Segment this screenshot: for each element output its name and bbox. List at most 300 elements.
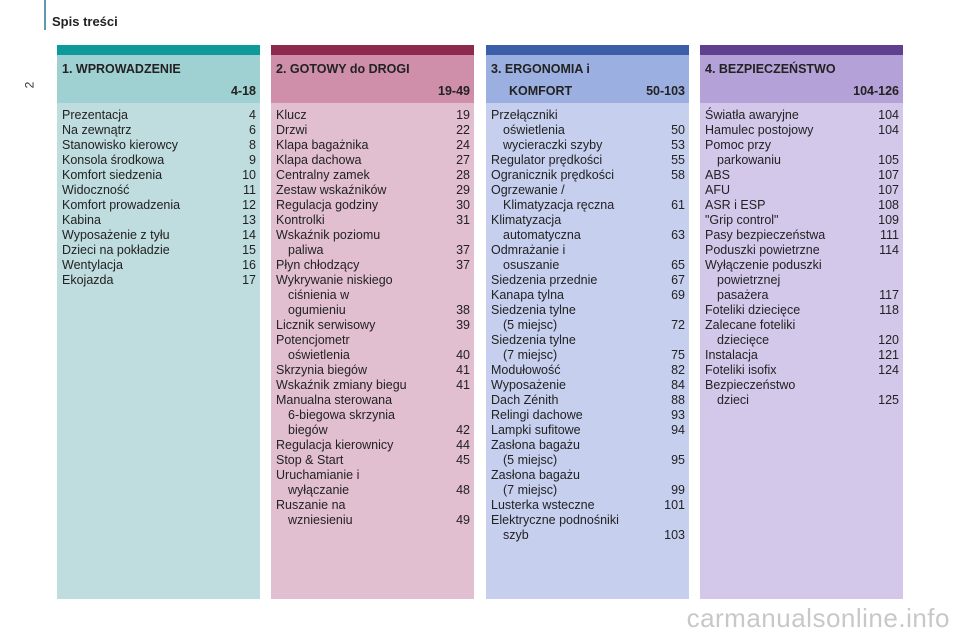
toc-entry-page: 6 — [249, 123, 256, 137]
toc-entry[interactable] — [491, 363, 685, 378]
toc-entry-line: Drzwi — [276, 123, 308, 137]
toc-entry-line: ciśnienia w — [288, 288, 350, 302]
toc-entry[interactable] — [276, 468, 470, 498]
toc-entry-line: Prezentacja — [62, 108, 129, 122]
toc-entry-label — [276, 333, 450, 363]
toc-entry-label — [491, 288, 665, 303]
toc-entry-page: 22 — [456, 123, 470, 137]
toc-entry-line: Wyposażenie z tyłu — [62, 228, 170, 242]
toc-entry-label — [705, 363, 872, 378]
toc-entry-label — [62, 123, 243, 138]
toc-entry[interactable] — [276, 123, 470, 138]
toc-entry[interactable] — [62, 213, 256, 228]
toc-entry-label — [705, 228, 874, 243]
toc-entry-line: Ogranicznik prędkości — [491, 168, 614, 182]
toc-entry-label — [276, 198, 450, 213]
toc-entry-line: Klimatyzacja — [491, 213, 562, 227]
toc-entry-line: Klapa dachowa — [276, 153, 362, 167]
section-entries — [486, 103, 689, 599]
toc-entry-line: ogumieniu — [288, 303, 346, 317]
toc-entry-label — [491, 378, 665, 393]
toc-entry-page: 8 — [249, 138, 256, 152]
toc-section-2 — [271, 45, 474, 594]
toc-entry-page: 12 — [242, 198, 256, 212]
toc-entry-line: szyb — [503, 528, 529, 542]
toc-entry-line: ABS — [705, 168, 731, 182]
section-color-bar — [271, 45, 474, 55]
toc-entry-line: ASR i ESP — [705, 198, 766, 212]
toc-entry-line: Widoczność — [62, 183, 130, 197]
section-color-bar — [57, 45, 260, 55]
toc-entry-page: 29 — [456, 183, 470, 197]
toc-entry-page: 9 — [249, 153, 256, 167]
toc-section-3 — [486, 45, 689, 594]
toc-entry-line: osuszanie — [503, 258, 560, 272]
toc-entry-line: Komfort siedzenia — [62, 168, 163, 182]
toc-entry-line: Siedzenia tylne — [491, 303, 576, 317]
watermark: carmanualsonline.info — [686, 603, 950, 633]
toc-entry-page: 30 — [456, 198, 470, 212]
toc-entry-page: 124 — [878, 363, 899, 377]
toc-entry-page: 16 — [242, 258, 256, 272]
toc-entry-page: 15 — [242, 243, 256, 257]
toc-entry-label — [491, 498, 658, 513]
toc-entry-page: 125 — [878, 393, 899, 407]
toc-entry-label — [705, 183, 872, 198]
toc-entry[interactable] — [491, 243, 685, 273]
toc-entry-line: Kabina — [62, 213, 101, 227]
toc-entry[interactable] — [276, 363, 470, 378]
toc-entry-line: Kanapa tylna — [491, 288, 564, 302]
toc-entry-line: Siedzenia tylne — [491, 333, 576, 347]
toc-entry-label — [276, 258, 450, 273]
toc-entry-label — [276, 273, 450, 318]
section-title: 4. BEZPIECZEŃSTWO — [705, 62, 836, 76]
toc-entry-page: 38 — [456, 303, 470, 317]
toc-entry[interactable] — [705, 123, 899, 138]
toc-entry-page: 27 — [456, 153, 470, 167]
toc-entry-page: 63 — [671, 228, 685, 242]
toc-section-4 — [700, 45, 903, 594]
toc-entry-label — [491, 183, 665, 213]
toc-entry-line: Stanowisko kierowcy — [62, 138, 179, 152]
toc-entry-label — [62, 198, 236, 213]
toc-entry-page: 28 — [456, 168, 470, 182]
toc-entry-page: 107 — [878, 168, 899, 182]
toc-entry-page: 53 — [671, 138, 685, 152]
section-title: 1. WPROWADZENIE — [62, 62, 181, 76]
toc-entry-line: Dach Zénith — [491, 393, 559, 407]
toc-entry-line: Wentylacja — [62, 258, 123, 272]
toc-entry-line: dziecięce — [717, 333, 770, 347]
toc-entry-line: Bezpieczeństwo — [705, 378, 796, 392]
toc-entry-page: 41 — [456, 363, 470, 377]
toc-entry-line: Lampki sufitowe — [491, 423, 581, 437]
toc-entry[interactable] — [491, 423, 685, 438]
toc-entry-line: Lusterka wsteczne — [491, 498, 595, 512]
toc-entry[interactable] — [62, 168, 256, 183]
toc-entry[interactable] — [491, 408, 685, 423]
toc-entry-label — [491, 243, 665, 273]
section-title: 2. GOTOWY do DROGI — [276, 62, 410, 76]
section-page-range: 4-18 — [230, 84, 256, 98]
toc-entry-page: 105 — [878, 153, 899, 167]
toc-entry[interactable] — [62, 273, 256, 288]
toc-entry-page: 108 — [878, 198, 899, 212]
toc-entry-line: Wyłączenie poduszki — [705, 258, 822, 272]
toc-entry[interactable] — [62, 198, 256, 213]
toc-entry-label — [62, 108, 243, 123]
toc-entry-label — [62, 243, 236, 258]
toc-entry-label — [705, 123, 872, 138]
toc-entry[interactable] — [276, 333, 470, 363]
toc-entry-label — [705, 303, 873, 318]
toc-entry[interactable] — [62, 153, 256, 168]
toc-entry-page: 107 — [878, 183, 899, 197]
toc-entry-label — [705, 168, 872, 183]
toc-entry-line: Klimatyzacja ręczna — [503, 198, 615, 212]
toc-entry[interactable] — [62, 138, 256, 153]
toc-entry-line: wyłączanie — [288, 483, 350, 497]
toc-entry-line: Siedzenia przednie — [491, 273, 598, 287]
toc-entry[interactable] — [276, 378, 470, 393]
toc-entry-line: Kontrolki — [276, 213, 325, 227]
toc-entry-page: 44 — [456, 438, 470, 452]
toc-entry-line: "Grip control" — [705, 213, 779, 227]
toc-entry-page: 61 — [671, 198, 685, 212]
toc-entry-page: 117 — [879, 288, 899, 302]
toc-entry[interactable] — [491, 378, 685, 393]
toc-entry-line: Komfort prowadzenia — [62, 198, 181, 212]
toc-entry-page: 37 — [456, 243, 470, 257]
toc-entry-label — [276, 468, 450, 498]
toc-entry-label — [491, 213, 665, 243]
toc-entry-line: Regulacja kierownicy — [276, 438, 394, 452]
toc-entry-label — [491, 123, 665, 153]
toc-entry[interactable] — [705, 168, 899, 183]
toc-entry-line: Foteliki dziecięce — [705, 303, 801, 317]
toc-entry-label — [276, 183, 450, 198]
toc-entry-page: 69 — [671, 288, 685, 302]
toc-entry-label — [276, 213, 450, 228]
toc-entry-page: 75 — [671, 348, 685, 362]
toc-entry-line: oświetlenia — [503, 123, 565, 137]
toc-entry-page: 88 — [671, 393, 685, 407]
toc-entry-page: 37 — [456, 258, 470, 272]
toc-entry-line: Modułowość — [491, 363, 561, 377]
toc-entry[interactable] — [276, 168, 470, 183]
toc-entry-label — [276, 393, 450, 438]
toc-entry-line: Potencjometr — [276, 333, 350, 347]
toc-entry-label — [276, 138, 450, 153]
toc-entry[interactable] — [705, 363, 899, 378]
toc-entry-label — [705, 318, 872, 348]
toc-entry[interactable] — [276, 153, 470, 168]
toc-entry[interactable] — [705, 378, 899, 408]
toc-entry[interactable] — [276, 318, 470, 333]
toc-entry-page: 48 — [456, 483, 470, 497]
section-entries — [700, 103, 903, 599]
section-header[interactable] — [700, 55, 903, 103]
toc-entry-label — [276, 228, 450, 258]
toc-entry[interactable] — [705, 348, 899, 363]
toc-entry-page: 17 — [242, 273, 256, 287]
toc-entry[interactable] — [705, 213, 899, 228]
toc-entry-label — [491, 423, 665, 438]
toc-entry-page: 118 — [879, 303, 899, 317]
toc-entry-line: 6-biegowa skrzynia — [288, 408, 395, 422]
toc-entry[interactable] — [491, 273, 685, 288]
toc-entry-page: 114 — [879, 243, 899, 257]
toc-entry-label — [491, 273, 665, 288]
toc-entry-label — [705, 348, 872, 363]
toc-entry-label — [62, 258, 236, 273]
toc-entry-line: Wskaźnik poziomu — [276, 228, 381, 242]
section-title: 3. ERGONOMIA i — [491, 62, 590, 76]
toc-entry[interactable] — [276, 183, 470, 198]
toc-entry[interactable] — [62, 123, 256, 138]
toc-entry-label — [705, 108, 872, 123]
toc-entry-line: Foteliki isofix — [705, 363, 777, 377]
toc-entry-page: 45 — [456, 453, 470, 467]
toc-entry-page: 39 — [456, 318, 470, 332]
toc-entry-line: AFU — [705, 183, 730, 197]
toc-entry-line: Zestaw wskaźników — [276, 183, 387, 197]
toc-entry-line: Licznik serwisowy — [276, 318, 376, 332]
toc-entry-page: 120 — [878, 333, 899, 347]
toc-entry[interactable] — [491, 303, 685, 333]
toc-entry[interactable] — [276, 213, 470, 228]
toc-entry-page: 14 — [242, 228, 256, 242]
toc-entry-line: parkowaniu — [717, 153, 781, 167]
toc-entry-label — [491, 468, 665, 498]
toc-entry-page: 99 — [671, 483, 685, 497]
toc-entry-label — [62, 213, 236, 228]
toc-entry-line: Przełączniki — [491, 108, 558, 122]
toc-entry[interactable] — [705, 243, 899, 258]
toc-entry-line: Pasy bezpieczeństwa — [705, 228, 826, 242]
toc-entry[interactable] — [491, 213, 685, 243]
toc-entry-label — [276, 108, 450, 123]
toc-entry-label — [705, 243, 873, 258]
toc-entry-label — [62, 153, 243, 168]
toc-entry-page: 109 — [878, 213, 899, 227]
toc-entry-line: Na zewnątrz — [62, 123, 132, 137]
toc-entry-line: oświetlenia — [288, 348, 350, 362]
toc-entry-line: Konsola środkowa — [62, 153, 165, 167]
toc-entry-line: Pomoc przy — [705, 138, 771, 152]
section-header[interactable] — [486, 55, 689, 103]
toc-entry-page: 101 — [664, 498, 685, 512]
toc-entry[interactable] — [491, 168, 685, 183]
toc-entry-line: Poduszki powietrzne — [705, 243, 820, 257]
toc-entry-page: 4 — [249, 108, 256, 122]
toc-entry-line: wycieraczki szyby — [503, 138, 603, 152]
toc-entry[interactable] — [276, 438, 470, 453]
toc-entry-page: 84 — [671, 378, 685, 392]
toc-entry[interactable] — [491, 468, 685, 498]
toc-entry-page: 40 — [456, 348, 470, 362]
toc-entry-label — [276, 318, 450, 333]
toc-entry-line: dzieci — [717, 393, 749, 407]
toc-entry-line: (5 miejsc) — [503, 453, 558, 467]
section-page-range: 104-126 — [853, 84, 899, 98]
toc-entry-line: biegów — [288, 423, 328, 437]
toc-entry-label — [276, 498, 450, 528]
toc-entry[interactable] — [276, 498, 470, 528]
section-header[interactable] — [57, 55, 260, 103]
toc-entry[interactable] — [705, 138, 899, 168]
toc-entry-page: 41 — [456, 378, 470, 392]
toc-entry-line: Relingi dachowe — [491, 408, 583, 422]
toc-entry-label — [491, 363, 665, 378]
toc-entry-page: 10 — [242, 168, 256, 182]
toc-entry[interactable] — [276, 258, 470, 273]
toc-entry-page: 31 — [456, 213, 470, 227]
header-accent-line — [44, 0, 46, 30]
toc-entry-label — [62, 228, 236, 243]
toc-entry-page: 50 — [671, 123, 685, 137]
toc-entry-line: Światła awaryjne — [705, 108, 799, 122]
toc-entry-label — [491, 333, 665, 363]
toc-entry-label — [62, 138, 243, 153]
section-entries — [57, 103, 260, 599]
toc-entry-label — [705, 378, 872, 408]
toc-entry[interactable] — [491, 498, 685, 513]
toc-entry[interactable] — [491, 123, 685, 153]
section-entries — [271, 103, 474, 599]
toc-entry-label — [276, 168, 450, 183]
toc-entry[interactable] — [491, 513, 685, 543]
section-page-range: 19-49 — [438, 84, 470, 98]
toc-entry-label — [705, 198, 872, 213]
toc-entry-label — [276, 378, 450, 393]
toc-entry[interactable] — [276, 273, 470, 318]
toc-entry-line: Regulacja godziny — [276, 198, 379, 212]
toc-entry[interactable] — [62, 258, 256, 273]
section-header[interactable] — [271, 55, 474, 103]
toc-entry-label — [491, 303, 665, 333]
toc-entry[interactable] — [491, 183, 685, 213]
toc-entry-label — [491, 153, 665, 168]
toc-entry-page: 13 — [242, 213, 256, 227]
toc-entry[interactable] — [705, 258, 899, 303]
toc-entry-line: Elektryczne podnośniki — [491, 513, 619, 527]
toc-entry[interactable] — [276, 198, 470, 213]
toc-entry[interactable] — [705, 228, 899, 243]
toc-entry[interactable] — [491, 393, 685, 408]
toc-entry-page: 55 — [671, 153, 685, 167]
toc-entry-label — [491, 438, 665, 468]
toc-entry-page: 58 — [671, 168, 685, 182]
toc-entry-line: Skrzynia biegów — [276, 363, 368, 377]
toc-entry-line: Ruszanie na — [276, 498, 346, 512]
toc-entry[interactable] — [705, 303, 899, 318]
toc-entry-line: wzniesieniu — [288, 513, 353, 527]
toc-entry-label — [491, 393, 665, 408]
toc-entry-line: Wykrywanie niskiego — [276, 273, 393, 287]
toc-entry[interactable] — [276, 228, 470, 258]
toc-entry-line: Dzieci na pokładzie — [62, 243, 170, 257]
toc-entry[interactable] — [491, 333, 685, 363]
toc-entry-label — [62, 183, 237, 198]
section-page-range: 50-103 — [646, 84, 685, 98]
toc-entry[interactable] — [276, 453, 470, 468]
toc-entry[interactable] — [705, 183, 899, 198]
toc-entry-page: 11 — [243, 183, 256, 197]
toc-entry-page: 94 — [671, 423, 685, 437]
toc-entry[interactable] — [276, 108, 470, 123]
toc-entry-line: Centralny zamek — [276, 168, 370, 182]
toc-entry-page: 65 — [671, 258, 685, 272]
toc-entry[interactable] — [705, 108, 899, 123]
toc-entry-label — [276, 123, 450, 138]
toc-entry-page: 121 — [878, 348, 899, 362]
page-number: 2 — [22, 81, 37, 89]
toc-entry-line: Stop & Start — [276, 453, 344, 467]
toc-entry-page: 95 — [671, 453, 685, 467]
toc-entry-page: 103 — [664, 528, 685, 542]
toc-entry[interactable] — [276, 138, 470, 153]
toc-entry-page: 72 — [671, 318, 685, 332]
section-color-bar — [700, 45, 903, 55]
toc-entry-line: Ekojazda — [62, 273, 114, 287]
toc-entry-page: 104 — [878, 108, 899, 122]
toc-entry-page: 82 — [671, 363, 685, 377]
toc-entry-line: Wskaźnik zmiany biegu — [276, 378, 407, 392]
toc-entry-line: Odmrażanie i — [491, 243, 566, 257]
toc-entry-label — [276, 363, 450, 378]
toc-entry[interactable] — [491, 153, 685, 168]
toc-entry-label — [705, 258, 873, 303]
toc-entry[interactable] — [705, 318, 899, 348]
toc-entry-line: Zalecane foteliki — [705, 318, 796, 332]
toc-entry[interactable] — [276, 393, 470, 438]
toc-entry-page: 24 — [456, 138, 470, 152]
toc-entry[interactable] — [491, 438, 685, 468]
toc-entry-line: (5 miejsc) — [503, 318, 558, 332]
toc-entry-line: Hamulec postojowy — [705, 123, 814, 137]
toc-entry-line: Instalacja — [705, 348, 758, 362]
toc-entry-line: Klapa bagażnika — [276, 138, 369, 152]
toc-entry-line: Uruchamianie i — [276, 468, 360, 482]
toc-entry[interactable] — [705, 198, 899, 213]
toc-entry-label — [276, 438, 450, 453]
toc-entry-page: 42 — [456, 423, 470, 437]
toc-entry[interactable] — [62, 243, 256, 258]
toc-entry-label — [62, 168, 236, 183]
section-color-bar — [486, 45, 689, 55]
toc-entry-line: (7 miejsc) — [503, 483, 558, 497]
toc-entry-line: Klucz — [276, 108, 307, 122]
toc-entry[interactable] — [62, 228, 256, 243]
toc-entry-line: Ogrzewanie / — [491, 183, 565, 197]
toc-entry-line: Manualna sterowana — [276, 393, 393, 407]
toc-entry-label — [491, 513, 658, 543]
toc-entry-page: 49 — [456, 513, 470, 527]
toc-entry[interactable] — [62, 183, 256, 198]
toc-entry-page: 93 — [671, 408, 685, 422]
toc-entry[interactable] — [62, 108, 256, 123]
toc-entry-line: pasażera — [717, 288, 769, 302]
page-title: Spis treści — [52, 14, 118, 29]
toc-entry-line: Zasłona bagażu — [491, 438, 580, 452]
toc-entry-line: Zasłona bagażu — [491, 468, 580, 482]
toc-entry-label — [276, 453, 450, 468]
toc-entry-label — [491, 168, 665, 183]
toc-entry-label — [276, 153, 450, 168]
toc-entry[interactable] — [491, 288, 685, 303]
